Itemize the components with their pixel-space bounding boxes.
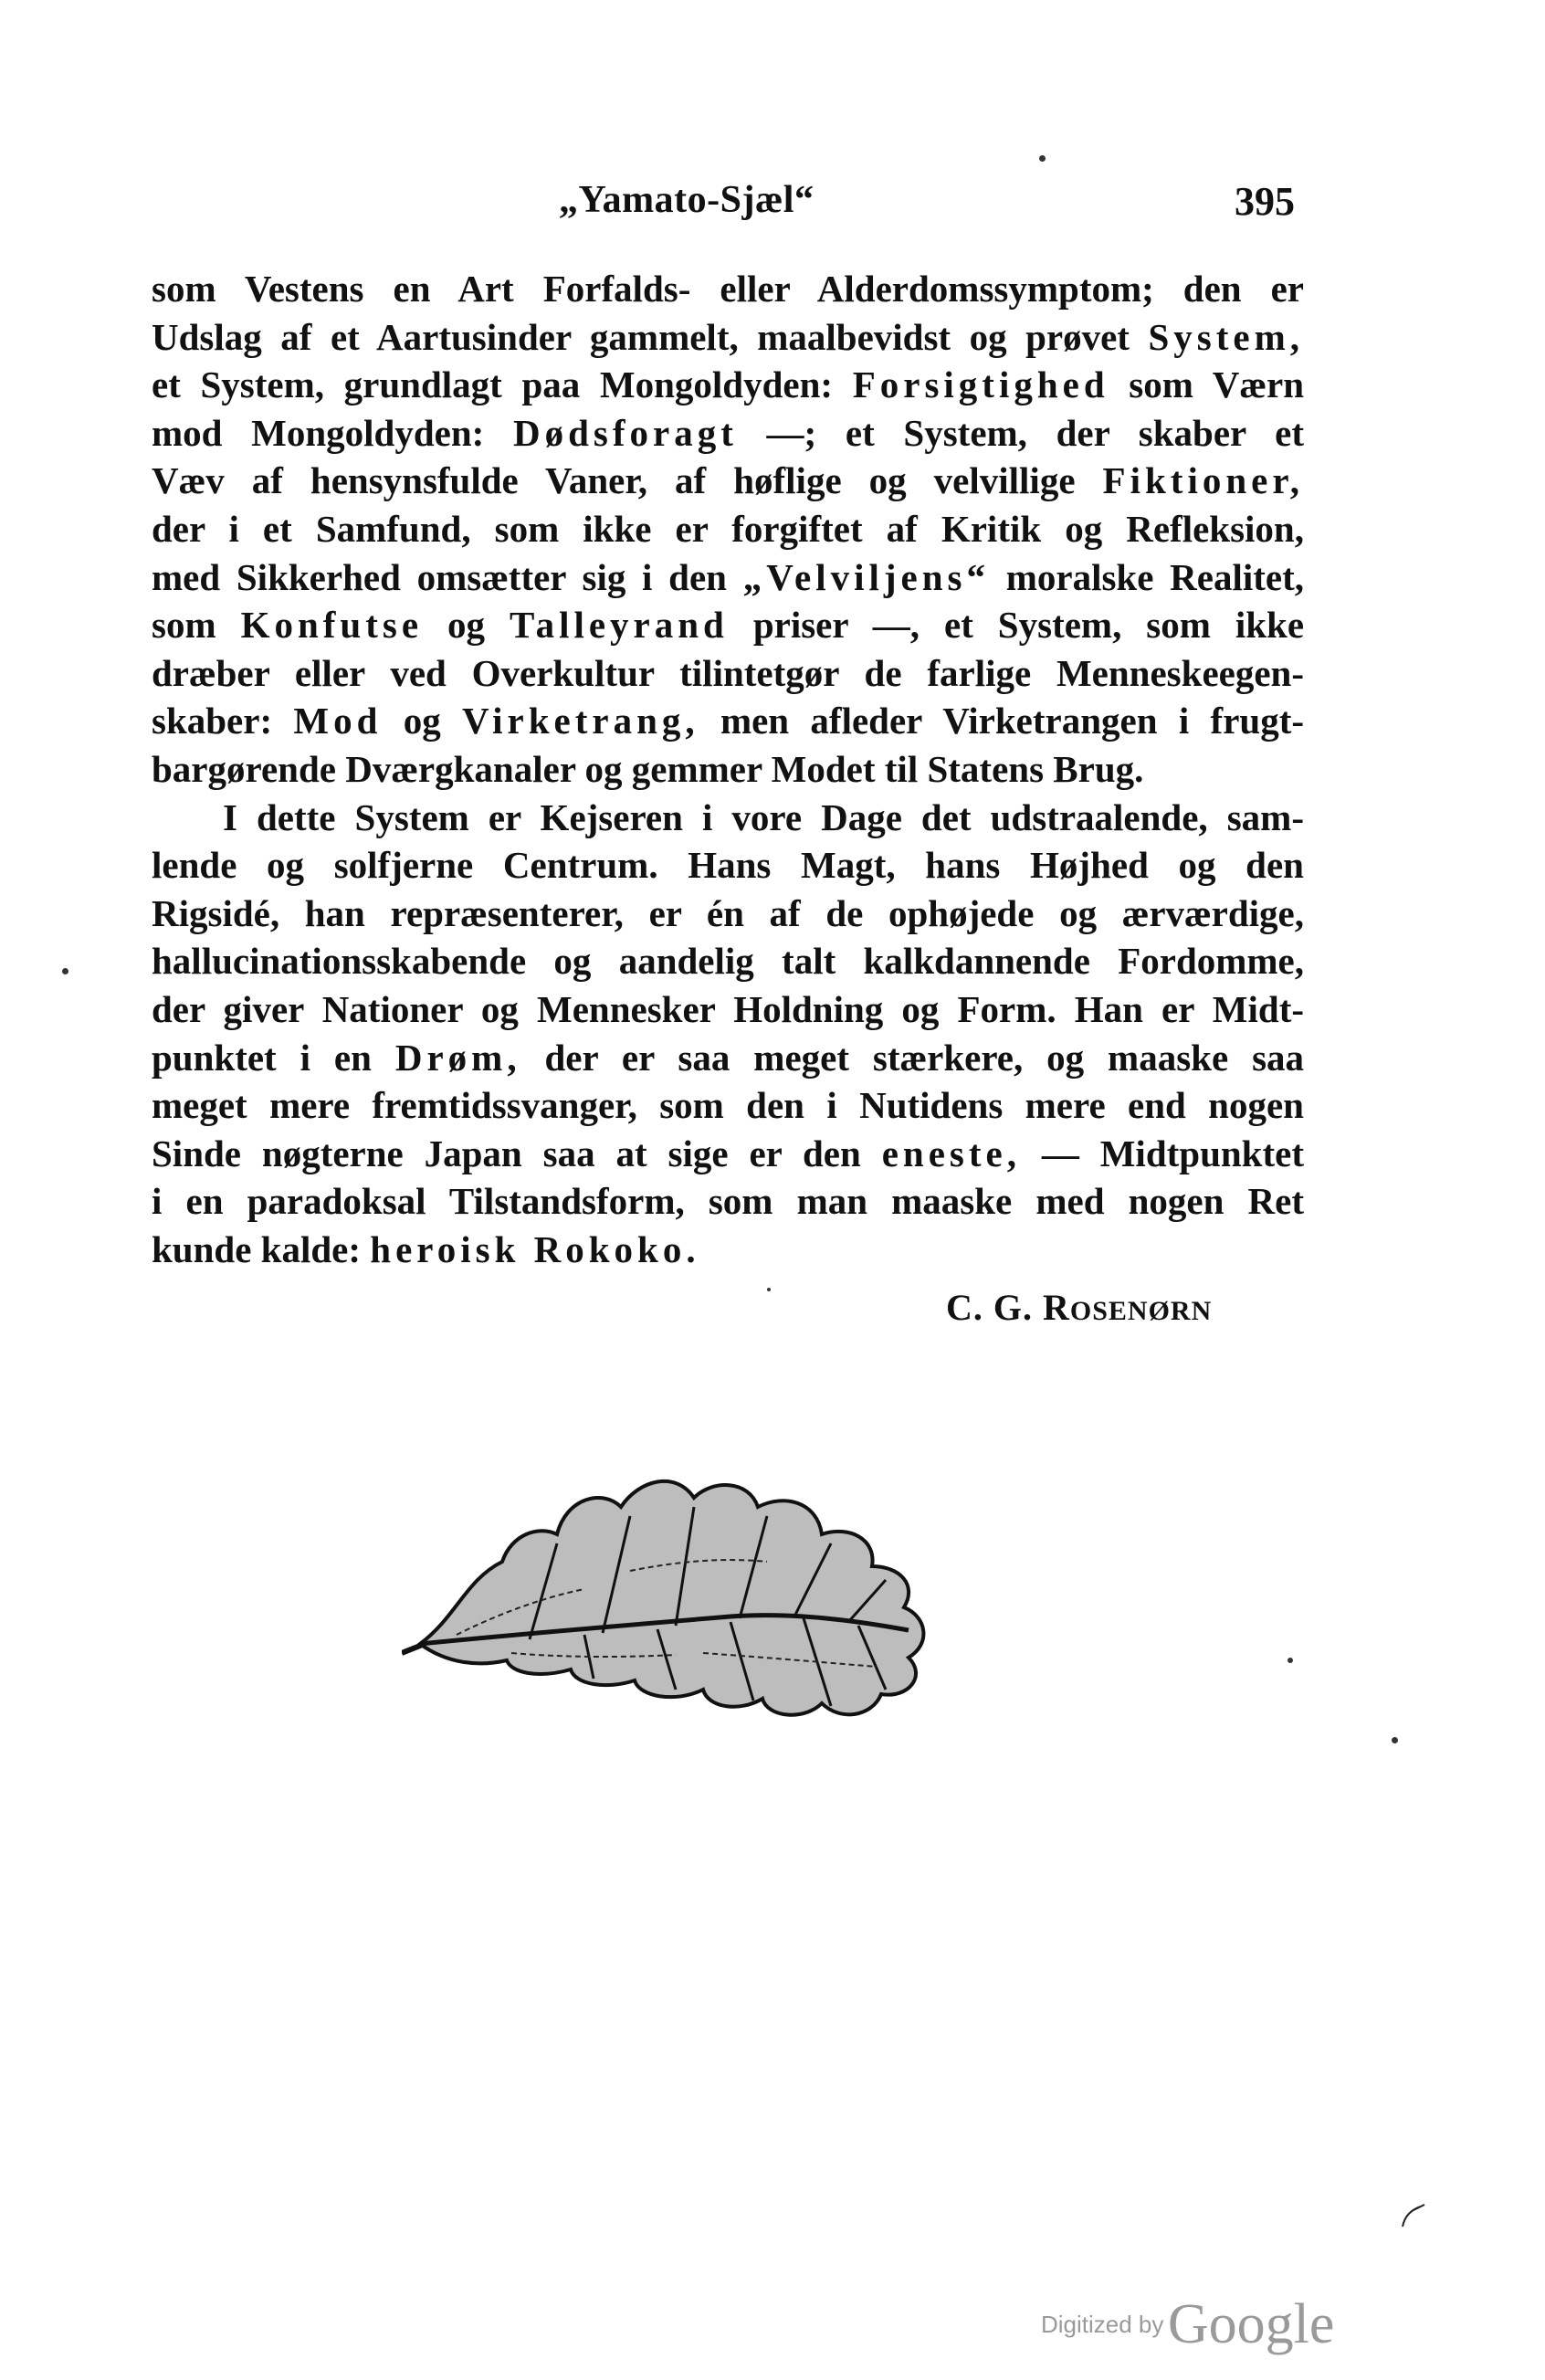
text-line: Sinde nøgterne Japan saa at sige er den eneste, — Midtpunktet [152,1132,1304,1174]
google-watermark: Digitized by Google [1041,2293,1335,2355]
text-line: med Sikkerhed omsætter sig i den „Velviljens“ moralske Realitet, [152,555,1304,598]
text-line: Væv af hensynsfulde Vaner, af høflige og velvillige Fiktioner, [152,459,1305,502]
body-text [152,265,1304,1273]
print-speck [1039,155,1046,162]
text-line: et System, grundlagt paa Mongoldyden: Forsigtighed som Værn [152,363,1305,406]
print-speck [1392,1737,1398,1743]
print-speck [767,1288,771,1291]
running-title: „Yamato-Sjæl“ [559,179,815,221]
text-line: i en paradoksal Tilstandsform, som man maaske med nogen Ret [152,1180,1304,1223]
text-line: skaber: Mod og Virketrang, men afleder Virketrangen i frugt- [152,700,1304,742]
text-line: meget mere fremtidssvanger, som den i Nutidens mere end nogen [152,1084,1304,1127]
print-speck [62,968,68,974]
ink-scribble [1397,2201,1434,2228]
page-number: 395 [1235,179,1295,224]
text-line: som Konfutse og Talleyrand priser —, et System, som ikke [152,604,1305,647]
page-header [0,178,1545,233]
text-line: lende og solfjerne Centrum. Hans Magt, hans Højhed og den [152,844,1304,887]
text-line: mod Mongoldyden: Dødsforagt —; et System, der skaber et [152,411,1305,454]
text-line: kunde kalde: heroisk Rokoko. [152,1227,700,1270]
text-line: der giver Nationer og Mennesker Holdning og Form. Han er Midt- [152,987,1304,1030]
text-line: dræber eller ved Overkultur tilintetgør de farlige Menneskeegen- [152,651,1304,694]
author-signature: C. G. ROSENØRN [946,1287,1213,1328]
text-line: punktet i en Drøm, der er saa meget stærkere, og maaske saa [152,1036,1305,1079]
text-line: der i et Samfund, som ikke er forgiftet af Kritik og Refleksion, [152,507,1304,550]
oak-leaf-ornament [402,1461,968,1726]
text-line: Rigsidé, han repræsenterer, er én af de ophøjede og ærværdige, [152,891,1304,934]
text-line: hallucinationsskabende og aandelig talt kalkdannende Fordomme, [152,940,1304,983]
text-line: Udslag af et Aartusinder gammelt, maalbevidst og prøvet System, [152,315,1304,358]
text-line: I dette System er Kejseren i vore Dage det udstraalende, sam- [223,795,1304,838]
text-line: bargørende Dværgkanaler og gemmer Modet til Statens Brug. [152,747,1144,790]
text-line: som Vestens en Art Forfalds- eller Alderdomssymptom; den er [152,268,1304,310]
print-speck [1288,1658,1293,1663]
